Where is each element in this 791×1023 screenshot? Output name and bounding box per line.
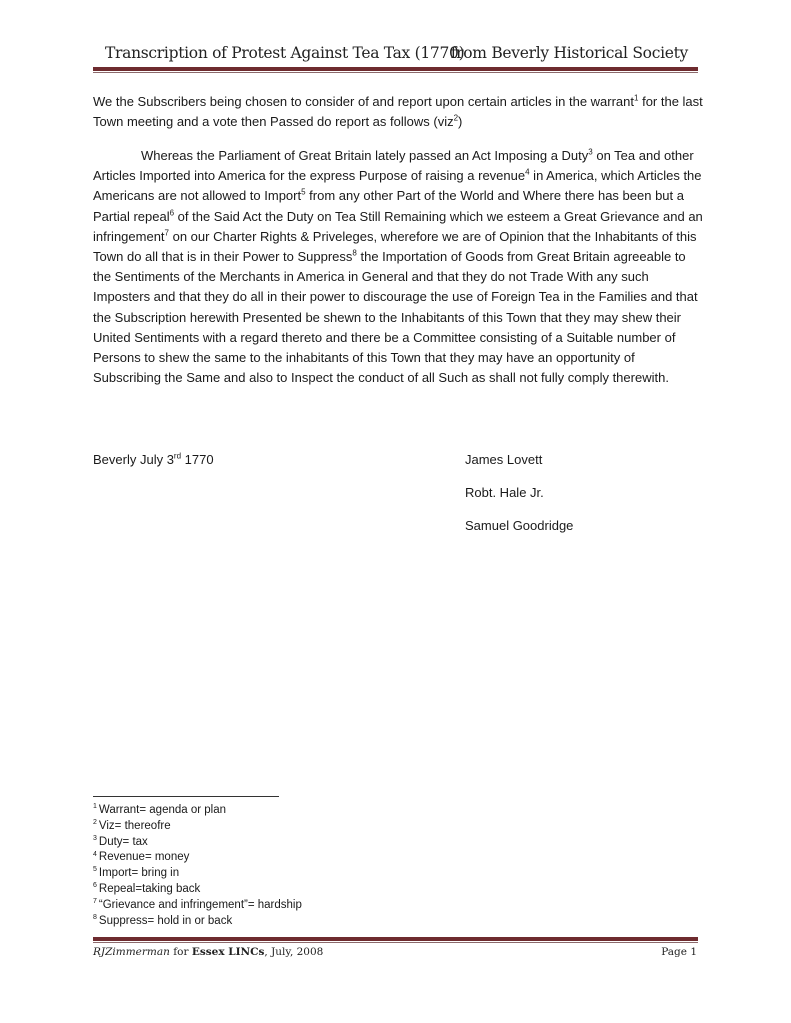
text-run: from any other Part of the World and Where there has been but a Partial repeal [93, 188, 684, 224]
header-title: Transcription of Protest Against Tea Tax (1770) [105, 44, 465, 62]
footnote-text: Duty= tax [98, 835, 148, 848]
footnote-marker: 8 [352, 248, 357, 258]
signers-list [465, 452, 573, 551]
text-run: in America, which Articles the Americans are not allowed to Import [93, 168, 702, 204]
paragraph-whereas [93, 146, 703, 388]
footer-rule-thin [93, 942, 698, 943]
header-rule [93, 67, 698, 73]
signer-name: Samuel Goodridge [465, 518, 574, 533]
paragraph-intro [93, 92, 703, 132]
footer-rule-thick [93, 937, 698, 941]
footnote-item [93, 819, 302, 835]
footnotes-list [93, 803, 302, 929]
footnote-number: 2 [93, 818, 97, 826]
footer-org: Essex LINCs [191, 946, 265, 958]
footnote-marker: 7 [164, 228, 169, 238]
footnote-text: Suppress= hold in or back [98, 914, 233, 927]
footnote-text: “Grievance and infringement”= hardship [98, 898, 302, 911]
footnote-marker: 6 [169, 208, 175, 218]
footer-credit [93, 946, 323, 958]
footer-for: for [169, 946, 192, 958]
footnote-item [93, 850, 302, 866]
footnote-number: 1 [93, 803, 97, 811]
footnote-item [93, 898, 302, 914]
footnote-text: Revenue= money [98, 851, 190, 864]
footnote-text: Viz= thereofre [98, 819, 171, 832]
footnote-number: 5 [93, 866, 97, 874]
footnote-number: 8 [93, 913, 97, 921]
date-prefix: Beverly July 3 [93, 452, 174, 467]
text-run: ) [458, 114, 463, 130]
footnote-item [93, 866, 302, 882]
footnote-separator [93, 796, 279, 797]
signer-name: Robt. Hale Jr. [465, 485, 544, 500]
text-run: We the Subscribers being chosen to consider of and report upon certain articles in the warrant [93, 94, 635, 109]
text-run: for the last Town meeting and a vote then Passed do report as follows (viz [93, 94, 703, 130]
footnote-item [93, 914, 302, 930]
text-run: on Tea and other Articles Imported into America for the express Purpose of raising a revenue [93, 148, 694, 184]
footnote-marker: 5 [301, 188, 306, 198]
page-number: Page 1 [661, 946, 697, 958]
header-rule-thin [93, 72, 698, 73]
text-run: on our Charter Rights & Priveleges, wherefore we are of Opinion that the Inhabitants of this Town do all that is in their Power to Suppress [93, 228, 697, 265]
footnote-number: 4 [93, 850, 97, 858]
footnote-item [93, 835, 302, 851]
footer-author: RJZimmerman [93, 946, 170, 958]
text-run: Whereas the Parliament of Great Britain lately passed an Act Imposing a Duty [141, 148, 589, 163]
footnote-item [93, 882, 302, 898]
date-year: 1770 [181, 452, 214, 467]
signer-name: James Lovett [465, 452, 543, 467]
header-source: from Beverly Historical Society [450, 44, 688, 62]
footer-rule [93, 937, 698, 943]
date-line [93, 452, 214, 467]
footer-date: , July, 2008 [264, 946, 324, 958]
footnote-number: 6 [93, 882, 97, 890]
footnote-item [93, 803, 302, 819]
text-run: the Importation of Goods from Great Britain agreeable to the Sentiments of the Merchants in America in General and that they do not Trade With any such Imposters and that they do all in their power to discourage the use of Foreign Tea in the Families and that the Subscription herewith Presented be shewn to the Inhabitants of this Town that they may shew their United Sentiments with a regard thereto and there be a Committee consisting of a Suitable number of Persons to shew the same to the inhabitants of this Town that they may have an opportunity of Subscribing the Same and also to Inspect the conduct of all Such as shall not fully comply therewith. [93, 249, 698, 386]
header-rule-thick [93, 67, 698, 71]
footnote-number: 7 [93, 897, 97, 905]
text-run: of the Said Act the Duty on Tea Still Remaining which we esteem a Great Grievance and an infringement [93, 208, 703, 244]
footnote-text: Repeal=taking back [98, 882, 201, 895]
footnote-marker: 3 [588, 147, 593, 157]
footnote-number: 3 [93, 834, 97, 842]
date-ordinal: rd [173, 451, 182, 461]
footnote-text: Import= bring in [98, 867, 180, 880]
footnote-marker: 1 [634, 93, 639, 103]
footnote-marker: 2 [453, 113, 459, 123]
footnote-text: Warrant= agenda or plan [98, 804, 227, 816]
footnote-marker: 4 [525, 167, 530, 177]
